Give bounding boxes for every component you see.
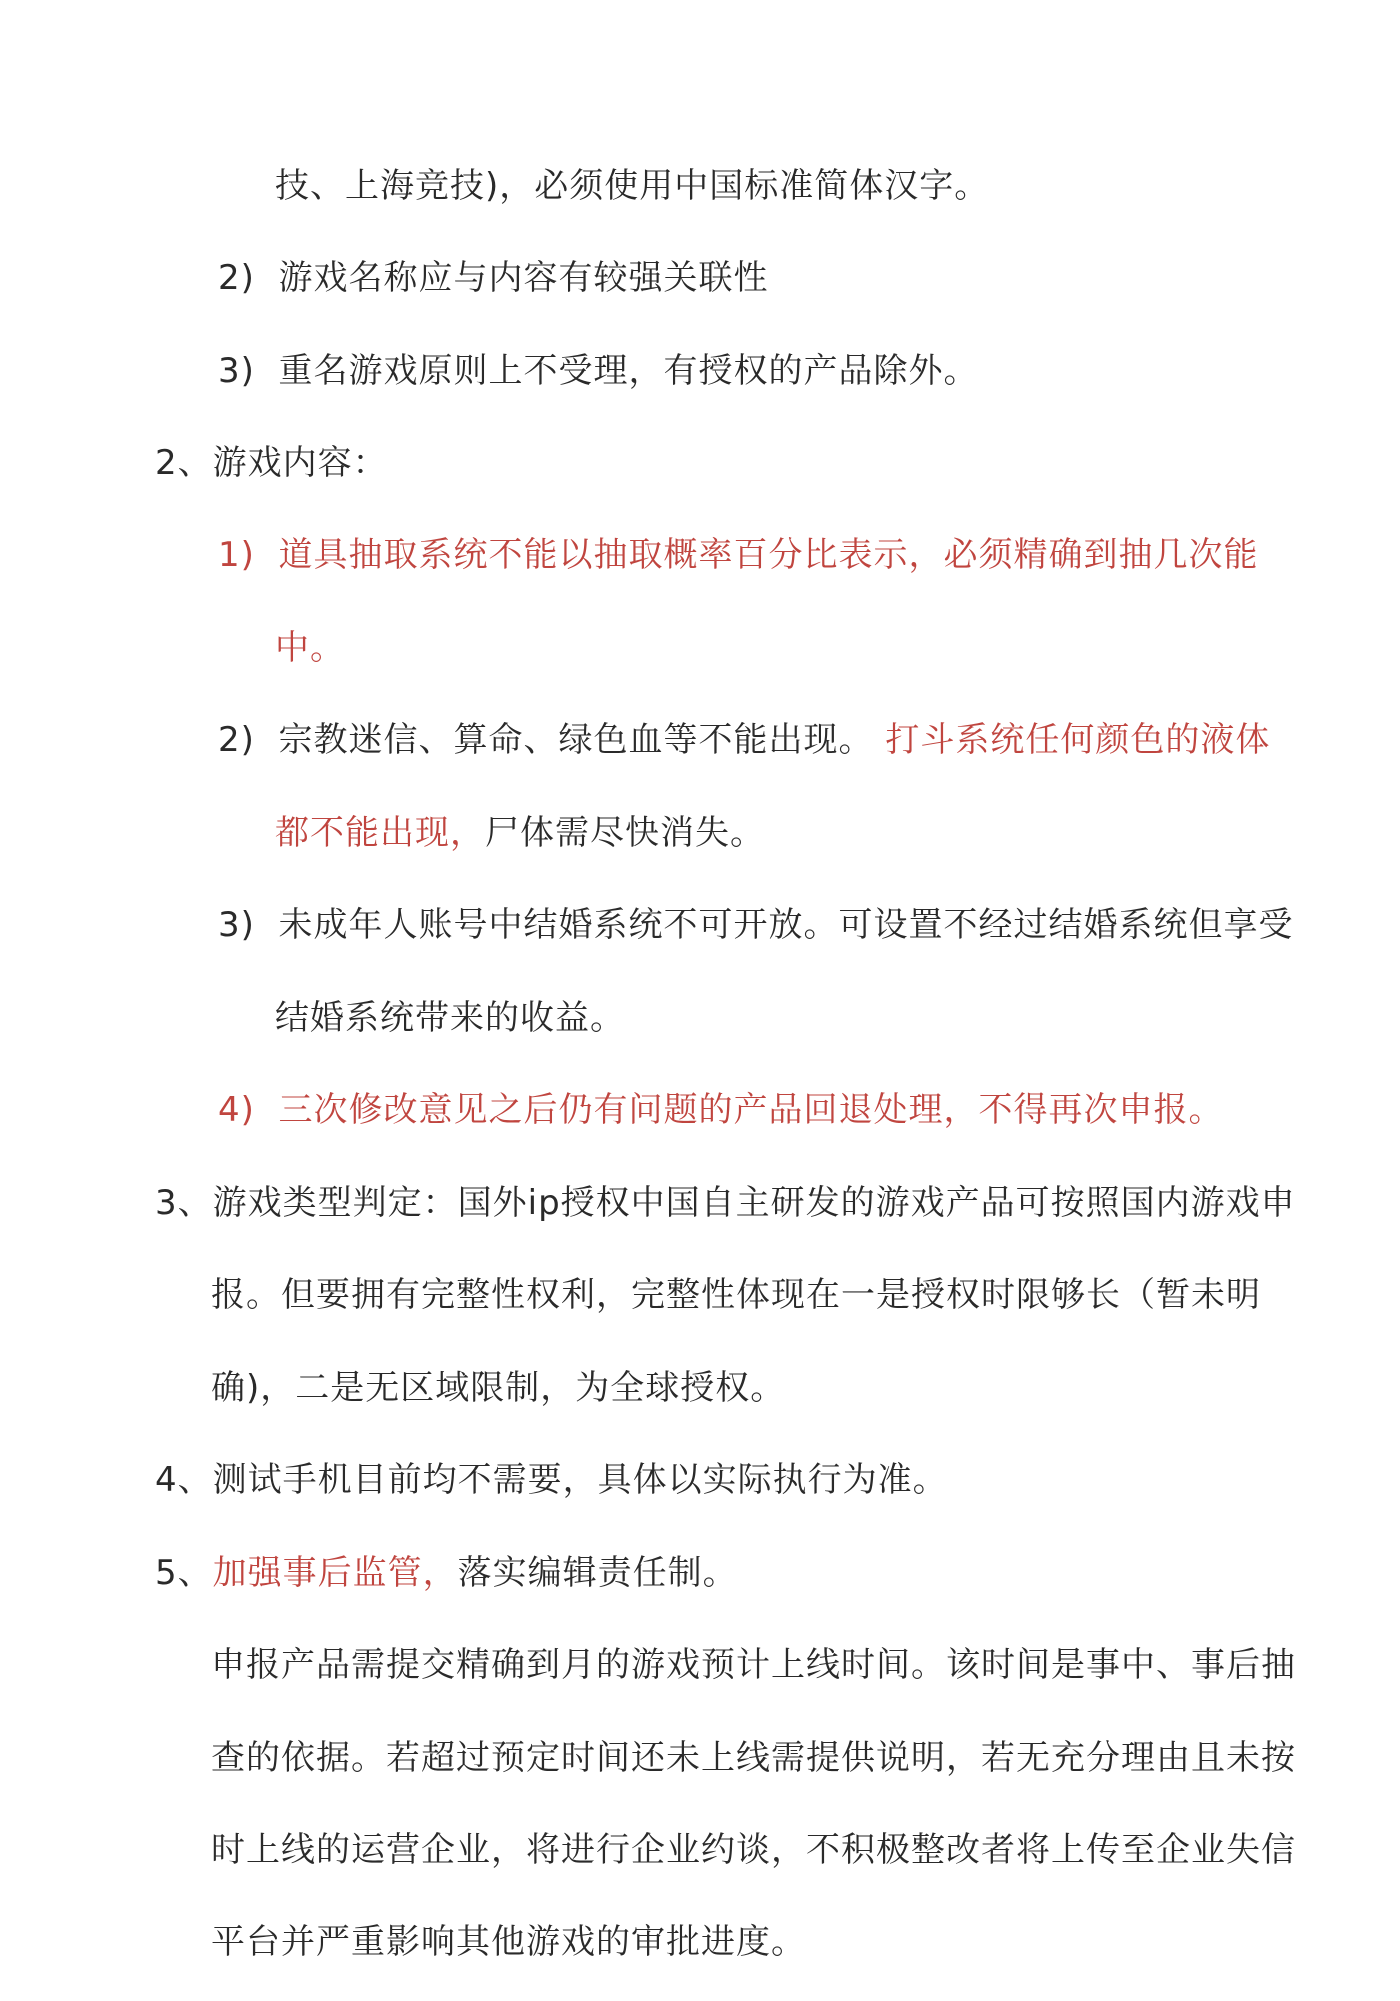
line-text: 4、测试手机目前均不需要，具体以实际执行为准。 — [155, 1460, 948, 1500]
text-line — [275, 164, 989, 208]
list-item — [218, 349, 979, 393]
list-item — [218, 718, 1270, 762]
line-text: 结婚系统带来的收益。 — [275, 998, 625, 1038]
list-item — [218, 1088, 1224, 1132]
text-line — [211, 1366, 785, 1410]
list-marker: 1) — [218, 535, 255, 575]
line-text: 未成年人账号中结婚系统不可开放。可设置不经过结婚系统但享受 — [278, 905, 1294, 945]
line-text: 游戏名称应与内容有较强关联性 — [278, 258, 769, 298]
paragraph-line — [211, 1920, 806, 1964]
line-text: 落实编辑责任制。 — [457, 1553, 738, 1593]
list-marker: 3) — [218, 905, 255, 945]
list-item — [218, 256, 769, 300]
line-text: 技、上海竞技)，必须使用中国标准简体汉字。 — [275, 166, 990, 206]
line-text: 确)，二是无区域限制，为全球授权。 — [211, 1368, 786, 1408]
line-text: 三次修改意见之后仍有问题的产品回退处理，不得再次申报。 — [278, 1090, 1224, 1130]
line-text: 2、游戏内容： — [155, 443, 388, 483]
list-marker: 2) — [218, 258, 255, 298]
section-heading — [155, 441, 388, 485]
line-text: 5、 — [155, 1553, 213, 1593]
list-item — [218, 533, 1259, 577]
line-text: 申报产品需提交精确到月的游戏预计上线时间。该时间是事中、事后抽 — [211, 1645, 1296, 1685]
text-line — [275, 996, 625, 1040]
line-text: 时上线的运营企业，将进行企业约谈，不积极整改者将上传至企业失信 — [211, 1830, 1296, 1870]
text-line — [211, 1273, 1261, 1317]
line-text: 宗教迷信、算命、绿色血等不能出现。 — [278, 720, 874, 760]
line-text: 重名游戏原则上不受理，有授权的产品除外。 — [278, 351, 979, 391]
section-heading — [155, 1181, 1296, 1225]
line-text: 报。但要拥有完整性权利，完整性体现在一是授权时限够长（暂未明 — [211, 1275, 1261, 1315]
paragraph-line — [211, 1643, 1296, 1687]
line-text: 尸体需尽快消失。 — [485, 813, 765, 853]
list-marker: 4) — [218, 1090, 255, 1130]
highlight-text: 加强事后监管， — [212, 1553, 458, 1593]
text-line — [275, 626, 345, 670]
highlight-text: 都不能出现， — [275, 813, 485, 853]
line-text: 道具抽取系统不能以抽取概率百分比表示，必须精确到抽几次能 — [278, 535, 1259, 575]
section-heading — [155, 1458, 948, 1502]
line-text: 中。 — [275, 628, 345, 668]
line-text: 3、游戏类型判定：国外ip授权中国自主研发的游戏产品可按照国内游戏申 — [155, 1183, 1296, 1223]
list-marker: 3) — [218, 351, 255, 391]
text-line — [275, 811, 765, 855]
list-marker: 2) — [218, 720, 255, 760]
paragraph-line — [211, 1828, 1296, 1872]
line-text: 查的依据。若超过预定时间还未上线需提供说明，若无充分理由且未按 — [211, 1738, 1296, 1778]
line-text: 平台并严重影响其他游戏的审批进度。 — [211, 1922, 806, 1962]
paragraph-line — [211, 1736, 1296, 1780]
highlight-text: 打斗系统任何颜色的液体 — [885, 720, 1271, 760]
section-heading — [155, 1551, 738, 1595]
list-item — [218, 903, 1294, 947]
